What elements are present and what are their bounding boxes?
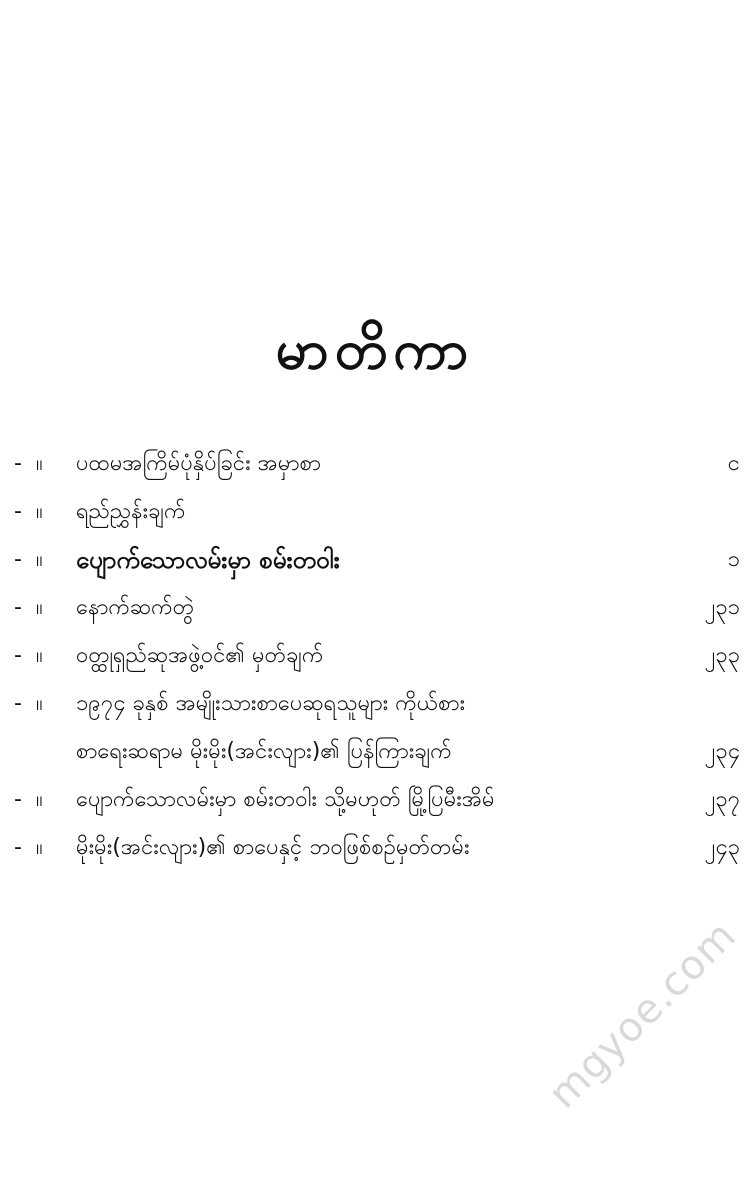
toc-entry [14, 584, 740, 632]
toc-entry [14, 824, 740, 872]
toc-separator: ။ [36, 643, 43, 668]
toc-page-number: ၂၃၁ [704, 595, 740, 620]
toc-entry-title: ပျောက်သောလမ်းမှာ စမ်းတဝါး [76, 546, 340, 574]
toc-entry-title: ၁၉၇၄ ခုနှစ် အမျိုးသားစာပေဆုရသူများ ကိုယ်စား [76, 691, 466, 716]
table-of-contents [14, 440, 740, 872]
toc-separator: ။ [36, 499, 43, 524]
toc-entry-continuation [14, 728, 740, 776]
toc-dash: - [14, 547, 22, 572]
toc-entry [14, 632, 740, 680]
page-title: မာတိကာ [275, 318, 475, 381]
toc-separator: ။ [36, 787, 43, 812]
toc-entry [14, 776, 740, 824]
toc-page-number: ၂၃၃ [704, 643, 740, 668]
toc-entry-title: စာရေးဆရာမ မိုးမိုး(အင်းလျား)၏ ပြန်ကြားချက် [76, 739, 452, 764]
toc-page-number: ၂၃၄ [704, 739, 740, 764]
toc-page-number: ၁ [727, 547, 740, 572]
toc-separator: ။ [36, 691, 43, 716]
toc-entry-title: ရည်ညွှန်းချက် [76, 499, 186, 524]
toc-dash: - [14, 835, 22, 860]
toc-dash: - [14, 787, 22, 812]
toc-dash: - [14, 643, 22, 668]
toc-page-number: င [727, 451, 740, 476]
toc-entry [14, 488, 740, 536]
toc-entry-title: ဝတ္ထုရှည်ဆုအဖွဲ့ဝင်၏ မှတ်ချက် [76, 643, 324, 668]
watermark: mgyoe.com [540, 912, 746, 1118]
toc-separator: ။ [36, 547, 43, 572]
toc-entry-title: ပထမအကြိမ်ပုံနှိပ်ခြင်း အမှာစာ [76, 451, 321, 476]
toc-dash: - [14, 691, 22, 716]
toc-dash: - [14, 595, 22, 620]
toc-separator: ။ [36, 451, 43, 476]
toc-entry [14, 440, 740, 488]
toc-entry [14, 680, 740, 728]
toc-entry-title: နောက်ဆက်တွဲ [76, 595, 195, 620]
toc-page-number: ၂၄၃ [704, 835, 740, 860]
toc-dash: - [14, 499, 22, 524]
toc-separator: ။ [36, 595, 43, 620]
toc-entry-main-story [14, 536, 740, 584]
toc-page-number: ၂၃၇ [704, 787, 740, 812]
toc-entry-title: ပျောက်သောလမ်းမှာ စမ်းတဝါး သို့မဟုတ် မြို့ပြမီးအိမ် [76, 787, 495, 812]
toc-entry-title: မိုးမိုး(အင်းလျား)၏ စာပေနှင့် ဘဝဖြစ်စဉ်မှတ်တမ်း [76, 835, 470, 860]
toc-separator: ။ [36, 835, 43, 860]
toc-dash: - [14, 451, 22, 476]
